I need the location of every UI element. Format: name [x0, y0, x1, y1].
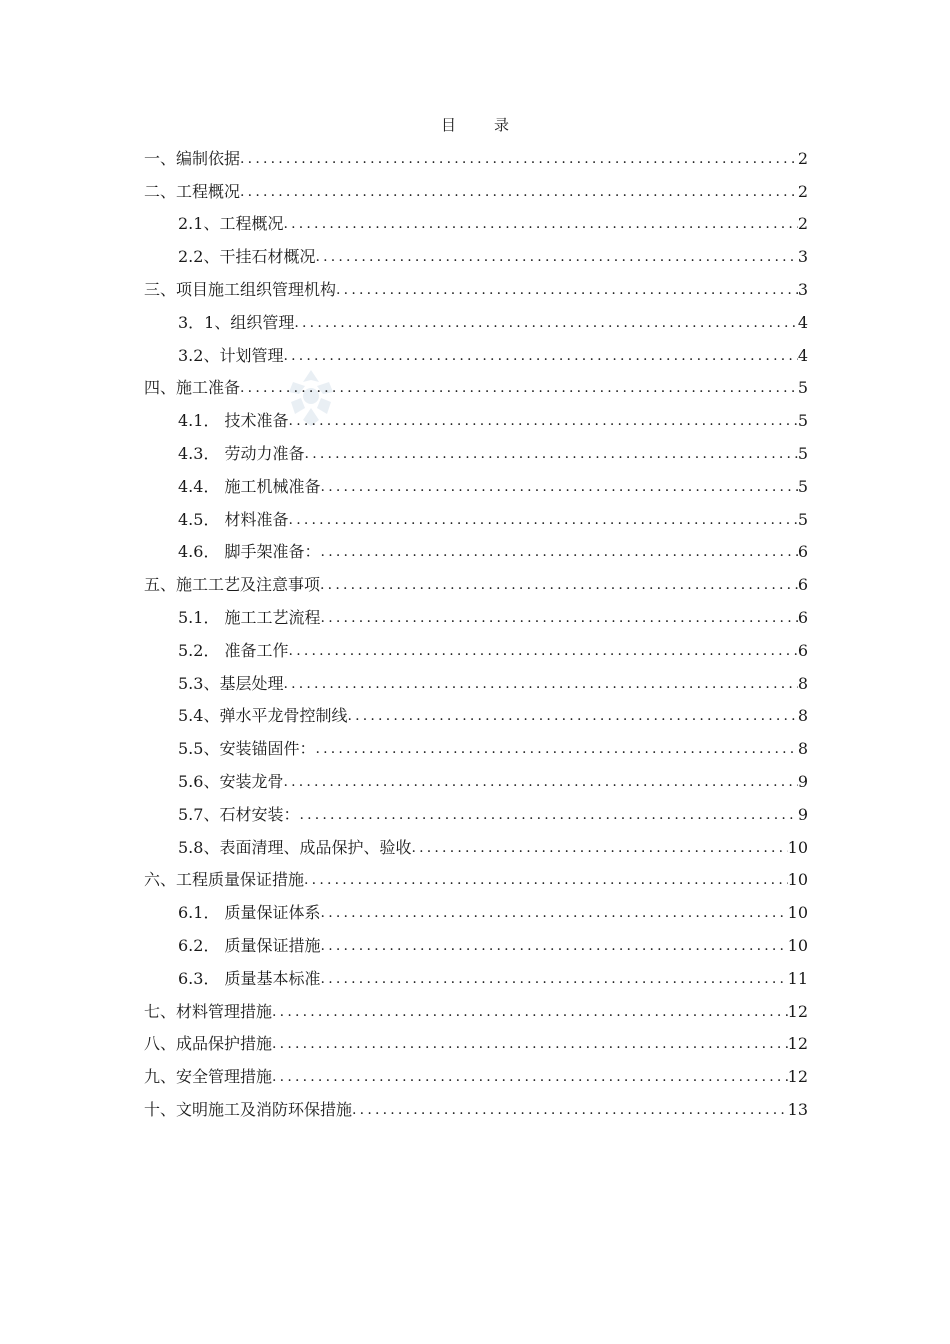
toc-leader-dots — [272, 1032, 788, 1059]
toc-leader-dots — [283, 672, 797, 699]
toc-leader-dots — [321, 967, 788, 994]
toc-entry-label: 3．1、组织管理 — [178, 312, 295, 332]
toc-entry-page-number: 10 — [787, 837, 808, 857]
toc-leader-dots — [304, 868, 788, 895]
toc-entry-label: 5.4、弹水平龙骨控制线 — [178, 706, 348, 726]
toc-entry-label: 3.2、计划管理 — [178, 345, 284, 365]
toc-entry[interactable] — [144, 764, 808, 797]
toc-entry-page-number: 2 — [797, 214, 808, 234]
toc-entry[interactable] — [144, 731, 808, 764]
toc-entry[interactable] — [144, 174, 808, 207]
toc-entry[interactable] — [144, 239, 808, 272]
toc-entry[interactable] — [144, 895, 808, 928]
toc-entry[interactable] — [144, 633, 808, 666]
toc-entry[interactable] — [144, 436, 808, 469]
toc-entry[interactable] — [144, 699, 808, 732]
toc-leader-dots — [240, 180, 798, 207]
toc-entry[interactable] — [144, 272, 808, 305]
toc-entry-page-number: 9 — [797, 804, 808, 824]
toc-title-char: 目 — [440, 116, 456, 134]
toc-leader-dots — [299, 803, 797, 830]
toc-entry[interactable] — [144, 1059, 808, 1092]
toc-title — [0, 114, 950, 136]
toc-entry-label: 6.3． 质量基本标准 — [178, 968, 321, 988]
toc-leader-dots — [289, 639, 798, 666]
toc-entry[interactable] — [144, 928, 808, 961]
toc-leader-dots — [283, 212, 797, 239]
toc-entry-page-number: 4 — [797, 345, 808, 365]
toc-entry[interactable] — [144, 1092, 808, 1125]
toc-leader-dots — [321, 540, 798, 567]
toc-entry[interactable] — [144, 994, 808, 1027]
toc-leader-dots — [240, 147, 798, 174]
toc-entry-page-number: 12 — [787, 1034, 808, 1054]
toc-entry-page-number: 10 — [787, 903, 808, 923]
toc-entry[interactable] — [144, 567, 808, 600]
toc-entry[interactable] — [144, 338, 808, 371]
toc-entry[interactable] — [144, 305, 808, 338]
toc-entry-label: 6.2． 质量保证措施 — [178, 935, 321, 955]
toc-entry-page-number: 6 — [797, 542, 808, 562]
toc-entry-label: 6.1． 质量保证体系 — [178, 903, 321, 923]
toc-leader-dots — [283, 344, 797, 371]
toc-leader-dots — [305, 442, 798, 469]
toc-leader-dots — [336, 278, 798, 305]
toc-entry-page-number: 2 — [797, 148, 808, 168]
toc-entry-label: 二、工程概况 — [144, 181, 241, 201]
toc-entry[interactable] — [144, 797, 808, 830]
toc-leader-dots — [321, 901, 788, 928]
toc-entry-label: 5.2． 准备工作 — [178, 640, 289, 660]
toc-leader-dots — [283, 770, 797, 797]
toc-entry-page-number: 12 — [787, 1067, 808, 1087]
toc-entry[interactable] — [144, 469, 808, 502]
toc-entry-page-number: 5 — [797, 476, 808, 496]
toc-leader-dots — [315, 737, 797, 764]
toc-entry-label: 4.4． 施工机械准备 — [178, 476, 321, 496]
toc-leader-dots — [320, 573, 798, 600]
toc-leader-dots — [289, 409, 798, 436]
toc-entry[interactable] — [144, 961, 808, 994]
toc-entry-page-number: 11 — [787, 968, 808, 988]
toc-entry-label: 2.2、干挂石材概况 — [178, 247, 316, 267]
toc-entry-page-number: 10 — [787, 935, 808, 955]
toc-entry[interactable] — [144, 371, 808, 404]
toc-entry-page-number: 5 — [797, 411, 808, 431]
toc-entry-label: 4.3． 劳动力准备 — [178, 443, 305, 463]
toc-list — [144, 141, 808, 1125]
toc-entry[interactable] — [144, 600, 808, 633]
toc-leader-dots — [321, 606, 798, 633]
toc-leader-dots — [315, 245, 797, 272]
toc-entry-page-number: 10 — [787, 870, 808, 890]
toc-entry-page-number: 6 — [797, 607, 808, 627]
toc-entry-page-number: 5 — [797, 443, 808, 463]
toc-entry-label: 5.7、石材安装： — [178, 804, 300, 824]
toc-leader-dots — [411, 836, 787, 863]
toc-entry-page-number: 13 — [787, 1099, 808, 1119]
toc-entry[interactable] — [144, 535, 808, 568]
toc-entry-page-number: 9 — [797, 771, 808, 791]
toc-entry[interactable] — [144, 403, 808, 436]
toc-entry-label: 四、施工准备 — [144, 378, 241, 398]
toc-leader-dots — [321, 934, 788, 961]
toc-entry-page-number: 6 — [797, 575, 808, 595]
toc-entry-label: 2.1、工程概况 — [178, 214, 284, 234]
toc-entry-page-number: 8 — [797, 739, 808, 759]
toc-entry-label: 十、文明施工及消防环保措施 — [144, 1099, 353, 1119]
toc-entry-label: 五、施工工艺及注意事项 — [144, 575, 321, 595]
toc-entry-label: 六、工程质量保证措施 — [144, 870, 305, 890]
toc-entry[interactable] — [144, 830, 808, 863]
toc-entry-label: 九、安全管理措施 — [144, 1067, 273, 1087]
toc-entry[interactable] — [144, 1027, 808, 1060]
toc-entry-label: 4.1． 技术准备 — [178, 411, 289, 431]
toc-entry-page-number: 8 — [797, 706, 808, 726]
toc-entry-page-number: 8 — [797, 673, 808, 693]
toc-entry-label: 5.6、安装龙骨 — [178, 771, 284, 791]
toc-leader-dots — [240, 376, 798, 403]
toc-entry[interactable] — [144, 502, 808, 535]
toc-leader-dots — [272, 1000, 788, 1027]
toc-entry-label: 5.8、表面清理、成品保护、验收 — [178, 837, 412, 857]
toc-entry-label: 八、成品保护措施 — [144, 1034, 273, 1054]
toc-entry-label: 5.1． 施工工艺流程 — [178, 607, 321, 627]
toc-leader-dots — [289, 508, 798, 535]
toc-entry-page-number: 2 — [797, 181, 808, 201]
toc-entry-page-number: 6 — [797, 640, 808, 660]
toc-leader-dots — [352, 1098, 788, 1125]
toc-entry[interactable] — [144, 141, 808, 174]
toc-entry-label: 一、编制依据 — [144, 148, 241, 168]
toc-entry[interactable] — [144, 666, 808, 699]
toc-leader-dots — [294, 311, 797, 338]
toc-leader-dots — [347, 704, 797, 731]
toc-entry-label: 4.5． 材料准备 — [178, 509, 289, 529]
toc-entry-page-number: 5 — [797, 378, 808, 398]
toc-entry-page-number: 12 — [787, 1001, 808, 1021]
toc-entry-label: 三、项目施工组织管理机构 — [144, 279, 337, 299]
toc-entry-page-number: 3 — [797, 279, 808, 299]
toc-entry[interactable] — [144, 863, 808, 896]
toc-leader-dots — [272, 1065, 788, 1092]
toc-entry-label: 七、材料管理措施 — [144, 1001, 273, 1021]
toc-leader-dots — [321, 475, 798, 502]
toc-entry-page-number: 4 — [797, 312, 808, 332]
toc-entry-label: 5.3、基层处理 — [178, 673, 284, 693]
toc-entry-label: 5.5、安装锚固件： — [178, 739, 316, 759]
toc-title-char: 录 — [494, 116, 510, 134]
toc-entry[interactable] — [144, 207, 808, 240]
toc-entry-page-number: 3 — [797, 247, 808, 267]
toc-entry-page-number: 5 — [797, 509, 808, 529]
toc-entry-label: 4.6． 脚手架准备： — [178, 542, 321, 562]
